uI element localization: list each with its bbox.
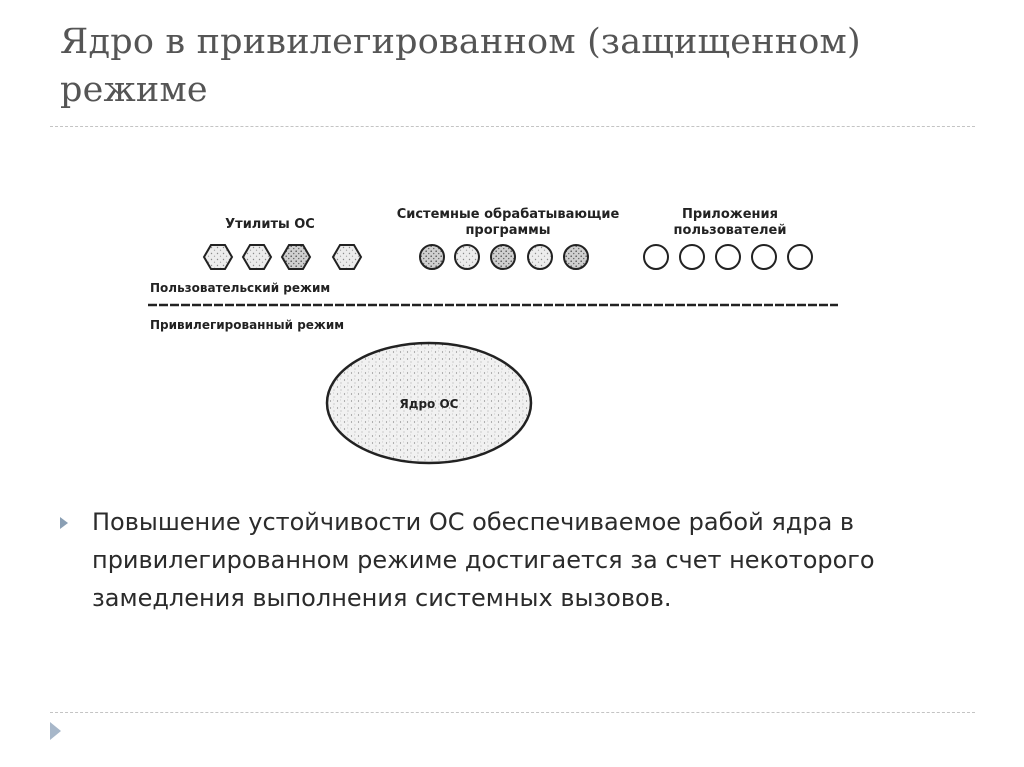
os-utility-hexagon <box>243 245 271 269</box>
os-utility-hexagon <box>204 245 232 269</box>
group-label-system-programs-line2: программы <box>465 223 551 238</box>
slide-title: Ядро в привилегированном (защищенном) режиме <box>60 22 861 110</box>
system-program-circles <box>420 245 588 269</box>
user-app-circle <box>752 245 776 269</box>
footer-divider <box>50 712 975 713</box>
user-app-circle <box>644 245 668 269</box>
system-program-circle <box>491 245 515 269</box>
group-label-os-utilities: Утилиты ОС <box>225 217 315 232</box>
kernel-label: Ядро ОС <box>399 397 459 411</box>
user-app-circle <box>788 245 812 269</box>
os-utility-hexagon <box>282 245 310 269</box>
system-program-circle <box>528 245 552 269</box>
system-program-circle <box>564 245 588 269</box>
bullet-text: Повышение устойчивости ОС обеспечиваемое рабой ядра в привилегированном режиме достигается за счет некоторого замедления выполнения системных вызовов. <box>92 508 875 612</box>
user-app-circle <box>716 245 740 269</box>
system-program-circle <box>455 245 479 269</box>
slide-nav-arrow-icon[interactable] <box>50 722 61 740</box>
system-program-circle <box>420 245 444 269</box>
user-app-circles <box>644 245 812 269</box>
group-label-user-apps-line2: пользователей <box>673 223 787 238</box>
user-app-circle <box>680 245 704 269</box>
bullet-arrow-icon <box>60 517 68 529</box>
privileged-mode-label: Привилегированный режим <box>150 318 345 332</box>
os-utility-hexagons <box>204 245 361 269</box>
user-mode-label: Пользовательский режим <box>150 281 331 295</box>
os-utility-hexagon <box>333 245 361 269</box>
group-label-system-programs-line1: Системные обрабатывающие <box>396 207 620 222</box>
group-label-user-apps-line1: Приложения <box>682 207 778 222</box>
